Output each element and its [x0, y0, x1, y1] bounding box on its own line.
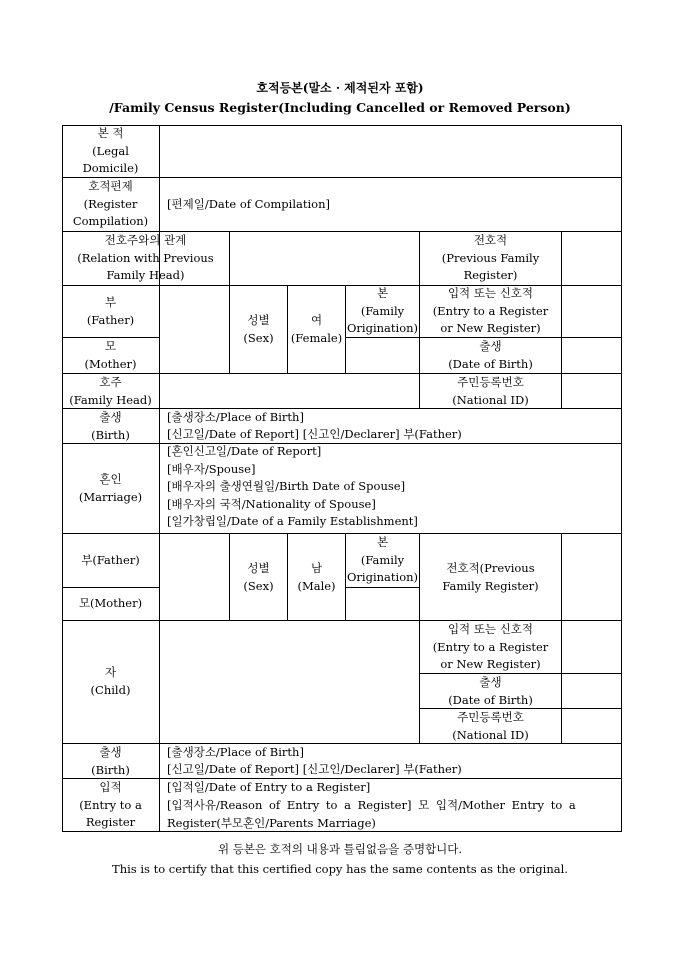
document-title-korean: 호적등본(말소 · 제적된자 포함) [256, 81, 424, 95]
label-mother: 모 (Mother) [84, 339, 137, 371]
label-entry: 입적 (Entry to a Register [79, 780, 142, 829]
entry-reason: [입적사유/Reason of Entry to a Register] 모 입적/Mother Entry to a [167, 798, 576, 812]
label-entry-or-new-register: 입적 또는 신호적 (Entry to a Register or New Register) [432, 286, 549, 335]
label-child: 자 (Child) [90, 665, 131, 697]
entry-date: [입적일/Date of Entry to a Register] [167, 780, 371, 794]
label-birth: 출생 (Birth) [91, 410, 130, 442]
label-female: 여 (Female) [290, 313, 343, 345]
document-title-english: /Family Census Register(Including Cancelled or Removed Person) [109, 100, 571, 115]
certification-english: This is to certify that this certified copy has the same contents as the original. [112, 862, 568, 876]
label-previous-register-2: 전호적(Previous Family Register) [442, 561, 539, 593]
compilation-date: [편제일/Date of Compilation] [167, 197, 330, 211]
certification-korean: 위 등본은 호적의 내용과 틀림없음을 증명합니다. [217, 842, 463, 856]
label-father-2: 부(Father) [81, 553, 140, 567]
label-origination-2: 본 (Family Origination) [346, 535, 419, 584]
label-date-of-birth-2: 출생 (Date of Birth) [448, 675, 533, 707]
marriage-details: [혼인신고일/Date of Report] [배우자/Spouse] [배우자의 출생연월일/Birth Date of Spouse] [배우자의 국적/Nationality of Spouse] [일가창립일/Date of a Family Establishment] [167, 444, 418, 528]
birth-report-2: [신고일/Date of Report] [신고인/Declarer] 부(Father) [167, 762, 462, 776]
label-previous-register: 전호적 (Previous Family Register) [441, 233, 540, 282]
label-national-id-2: 주민등록번호 (National ID) [452, 710, 529, 742]
label-entry-or-new-register-2: 입적 또는 신호적 (Entry to a Register or New Register) [432, 622, 549, 671]
entry-reason-cont: Register(부모혼인/Parents Marriage) [167, 816, 376, 830]
label-sex: 성별 (Sex) [243, 313, 274, 345]
label-domicile: 본 적 (Legal Domicile) [82, 126, 139, 175]
label-compilation: 호적편제 (Register Compilation) [72, 179, 149, 228]
label-family-head: 호주 (Family Head) [69, 375, 152, 407]
label-sex-2: 성별 (Sex) [243, 561, 274, 593]
label-date-of-birth: 출생 (Date of Birth) [448, 339, 533, 371]
label-mother-2: 모(Mother) [78, 596, 143, 610]
label-father: 부 (Father) [86, 295, 135, 327]
birth-report: [신고일/Date of Report] [신고인/Declarer] 부(Father) [167, 427, 462, 441]
label-birth-2: 출생 (Birth) [91, 745, 130, 777]
label-male: 남 (Male) [297, 561, 336, 593]
label-relation: 전호주와의 관계 (Relation with Previous Family Head) [77, 233, 214, 282]
birth-place-2: [출생장소/Place of Birth] [167, 745, 304, 759]
label-marriage: 혼인 (Marriage) [78, 472, 143, 504]
label-origination: 본 (Family Origination) [346, 286, 419, 335]
label-national-id: 주민등록번호 (National ID) [452, 375, 529, 407]
birth-place: [출생장소/Place of Birth] [167, 410, 304, 424]
